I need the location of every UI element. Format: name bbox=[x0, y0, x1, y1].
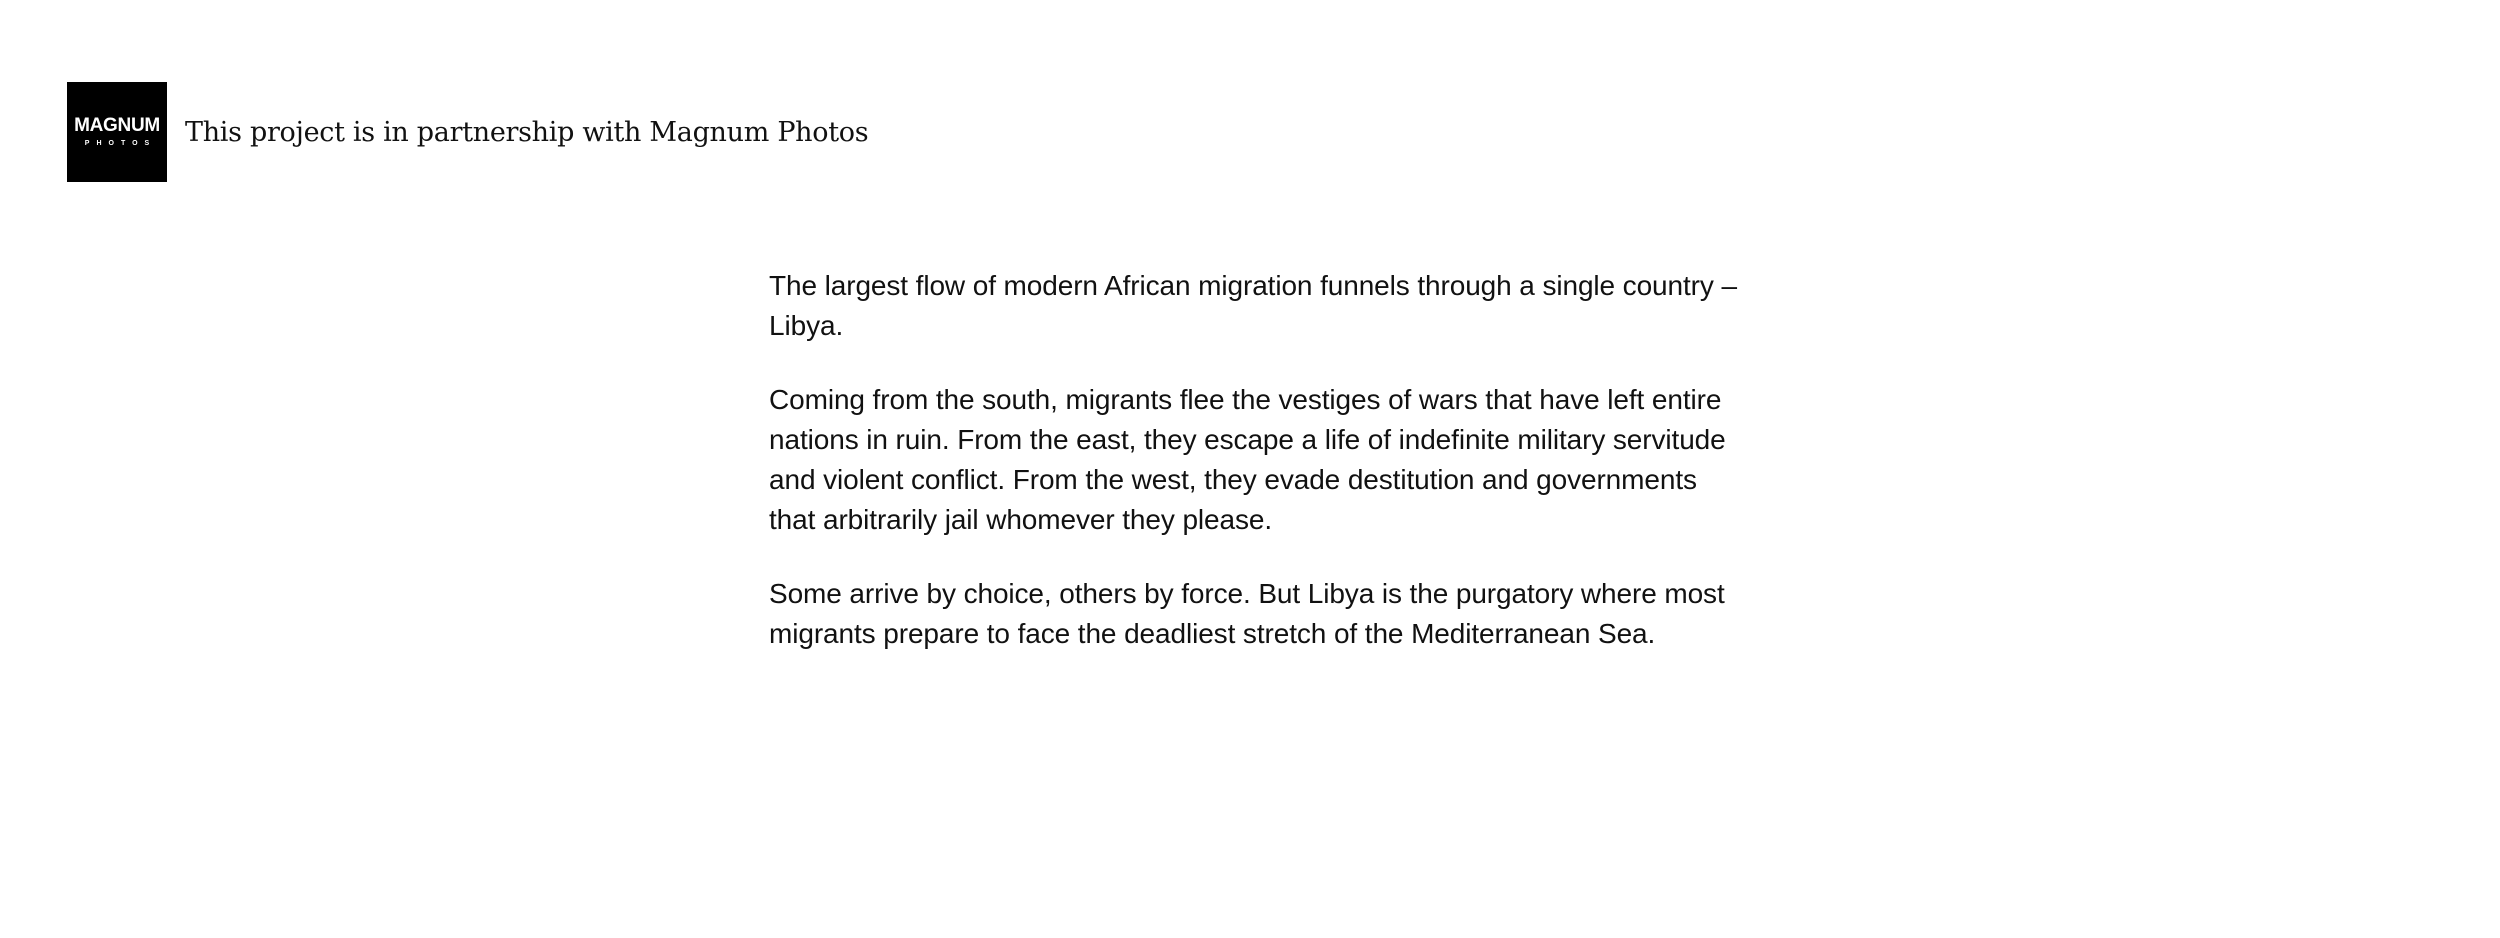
article-intro bbox=[769, 266, 1749, 688]
intro-paragraph-3: Some arrive by choice, others by force. But Libya is the purgatory where most migrants prepare to face the deadliest stretch of the Mediterranean Sea. bbox=[769, 578, 1725, 649]
partnership-text: This project is in partnership with Magnum Photos bbox=[185, 116, 869, 148]
intro-paragraph-2: Coming from the south, migrants flee the vestiges of wars that have left entire nations in ruin. From the east, they escape a life of indefinite military servitude and violent conflict. From the west, they evade destitution and governments that arbitrarily jail whomever they please. bbox=[769, 384, 1726, 535]
intro-paragraph-1: The largest flow of modern African migration funnels through a single country – Libya. bbox=[769, 270, 1737, 341]
logo-sub-text: PHOTOS bbox=[84, 139, 157, 147]
logo-main-text: MAGNUM bbox=[74, 114, 160, 136]
magnum-photos-logo[interactable] bbox=[67, 82, 167, 182]
partnership-banner bbox=[67, 82, 868, 182]
